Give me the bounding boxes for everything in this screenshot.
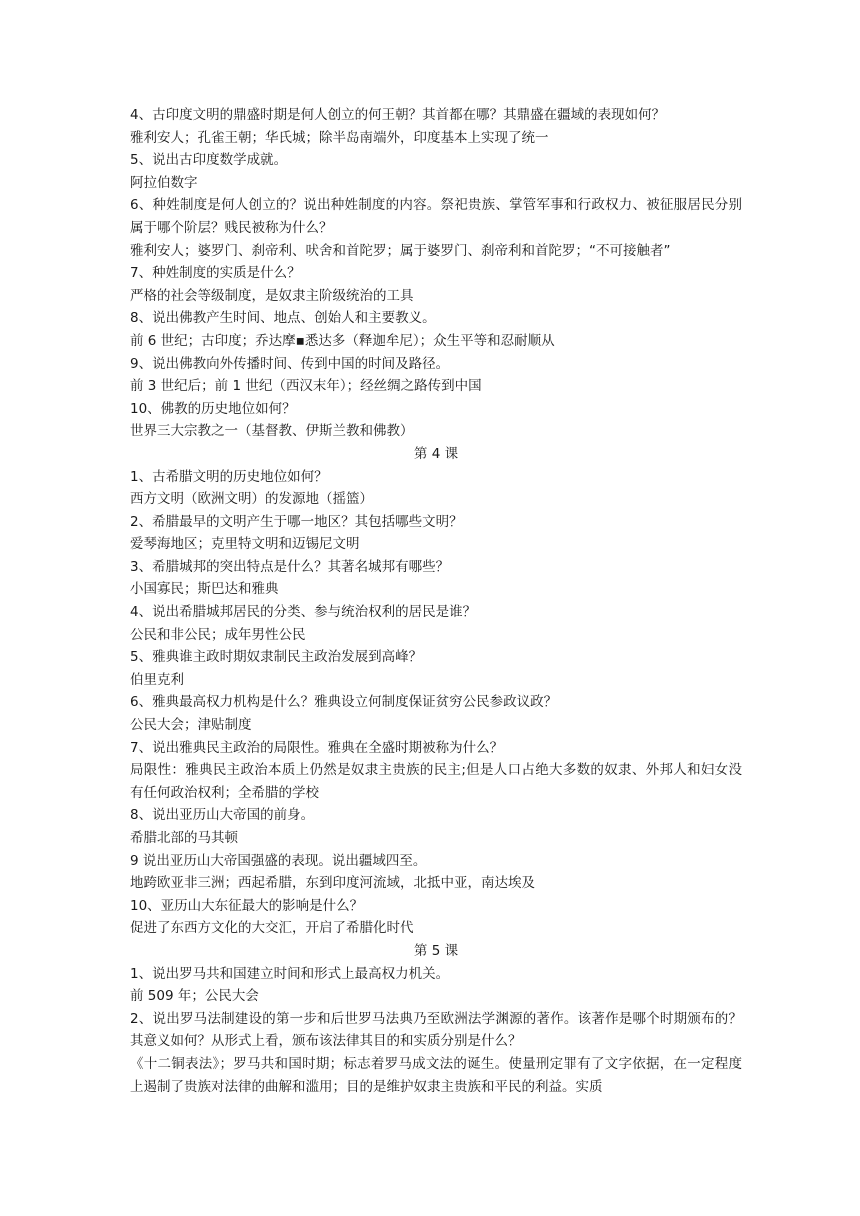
question-line: 10、亚历山大东征最大的影响是什么？ [130, 897, 364, 914]
document-page [130, 104, 742, 1098]
answer-line: 地跨欧亚非三洲；西起希腊，东到印度河流域，北抵中亚，南达埃及 [130, 875, 535, 892]
answer-line: 公民和非公民；成年男性公民 [130, 626, 306, 643]
answer-line: 小国寡民；斯巴达和雅典 [130, 581, 279, 598]
question-line: 6、雅典最高权力机构是什么？雅典设立何制度保证贫穷公民参政议政？ [130, 694, 558, 711]
question-line: 4、说出希腊城邦居民的分类、参与统治权利的居民是谁？ [130, 604, 477, 621]
question-line: 1、说出罗马共和国建立时间和形式上最高权力机关。 [130, 965, 450, 982]
answer-line: 促进了东西方文化的大交汇，开启了希腊化时代 [130, 920, 414, 937]
question-line: 8、说出佛教产生时间、地点、创始人和主要教义。 [130, 310, 436, 327]
question-line: 9 说出亚历山大帝国强盛的表现。说出疆域四至。 [130, 852, 427, 869]
answer-line: 前 6 世纪；古印度；乔达摩▪悉达多（释迦牟尼）；众生平等和忍耐顺从 [130, 332, 555, 349]
answer-line: 雅利安人；孔雀王朝；华氏城；除半岛南端外，印度基本上实现了统一 [130, 129, 549, 146]
question-line: 6、种姓制度是何人创立的？说出种姓制度的内容。祭祀贵族、掌管军事和行政权力、被征服居民分别属于哪个阶层？贱民被称为什么？ [130, 197, 742, 236]
question-line: 10、佛教的历史地位如何？ [130, 400, 296, 417]
answer-line: 伯里克利 [130, 671, 184, 688]
question-line: 7、说出雅典民主政治的局限性。雅典在全盛时期被称为什么？ [130, 739, 504, 756]
question-line: 1、古希腊文明的历史地位如何？ [130, 468, 328, 485]
question-line: 2、希腊最早的文明产生于哪一地区？其包括哪些文明？ [130, 513, 463, 530]
question-line: 7、种姓制度的实质是什么？ [130, 265, 301, 282]
answer-line: 希腊北部的马其顿 [130, 830, 238, 846]
answer-line: 《十二铜表法》；罗马共和国时期；标志着罗马成文法的诞生。使量刑定罪有了文字依据，在一定程度上遏制了贵族对法律的曲解和滥用；目的是维护奴隶主贵族和平民的利益。实质 [130, 1055, 742, 1095]
answer-line: 严格的社会等级制度，是奴隶主阶级统治的工具 [130, 287, 414, 304]
question-line: 5、雅典谁主政时期奴隶制民主政治发展到高峰？ [130, 649, 423, 666]
answer-line: 局限性：雅典民主政治本质上仍然是奴隶主贵族的民主;但是人口占绝大多数的奴隶、外邦人和妇女没有任何政治权利；全希腊的学校 [130, 762, 742, 801]
answer-line: 爱琴海地区；克里特文明和迈锡尼文明 [130, 536, 360, 553]
question-line: 3、希腊城邦的突出特点是什么？其著名城邦有哪些？ [130, 558, 450, 575]
lesson-heading: 第 4 课 [413, 445, 459, 462]
answer-line: 西方文明（欧洲文明）的发源地（摇篮） [130, 491, 373, 508]
answer-line: 世界三大宗教之一（基督教、伊斯兰教和佛教） [130, 423, 414, 440]
question-line: 5、说出古印度数学成就。 [130, 152, 288, 169]
answer-line: 前 3 世纪后；前 1 世纪（西汉末年）；经丝绸之路传到中国 [130, 378, 482, 395]
question-line: 9、说出佛教向外传播时间、传到中国的时间及路径。 [130, 355, 450, 372]
answer-line: 雅利安人；婆罗门、刹帝利、吠舍和首陀罗；属于婆罗门、刹帝利和首陀罗；“不可接触者” [130, 242, 671, 259]
question-line: 2、说出罗马法制建设的第一步和后世罗马法典乃至欧洲法学渊源的著作。该著作是哪个时期颁布的？其意义如何？从形式上看，颁布该法律其目的和实质分别是什么？ [130, 1010, 742, 1050]
answer-line: 前 509 年；公民大会 [130, 988, 259, 1005]
question-line: 4、古印度文明的鼎盛时期是何人创立的何王朝？其首都在哪？其鼎盛在疆域的表现如何？ [130, 107, 666, 123]
answer-line: 公民大会；津贴制度 [130, 717, 252, 734]
lesson-heading: 第 5 课 [413, 942, 459, 959]
answer-line: 阿拉伯数字 [130, 174, 198, 191]
question-line: 8、说出亚历山大帝国的前身。 [130, 807, 315, 824]
